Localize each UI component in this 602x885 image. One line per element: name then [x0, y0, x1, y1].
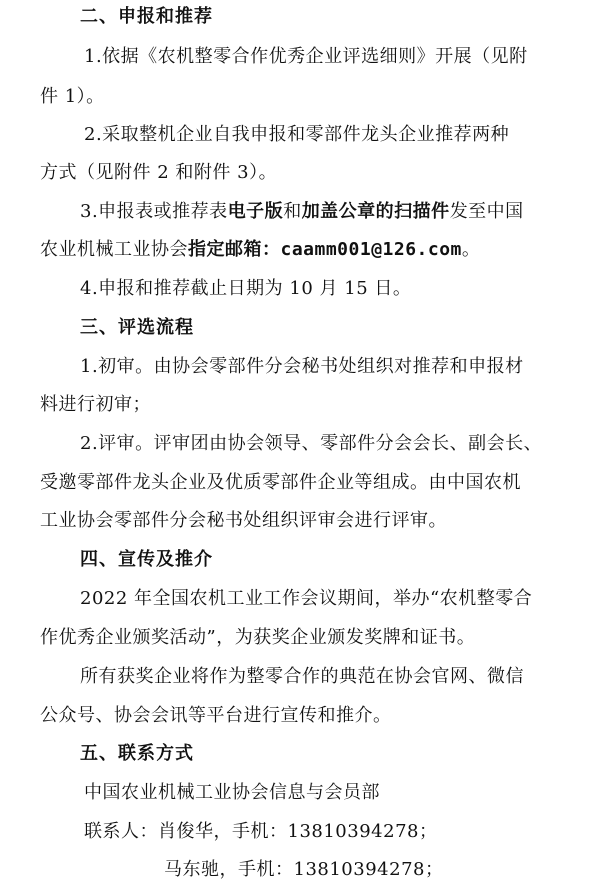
text-run: 3.申报表或推荐表 [80, 201, 228, 222]
contact-line: 联系人：肖俊华，手机：13810394278； [84, 821, 438, 842]
emphasis-text: 指定邮箱： [188, 239, 281, 260]
emphasis-text: 电子版 [227, 201, 284, 222]
organization-name: 中国农业机械工业协会信息与会员部 [84, 782, 380, 803]
contact-line: 马东驰，手机：13810394278； [164, 859, 444, 880]
section-heading-contact: 五、联系方式 [80, 743, 194, 764]
paragraph-line: 2022 年全国农机工业工作会议期间，举办“农机整零合 [80, 588, 533, 609]
paragraph-line: 公众号、协会会讯等平台进行宣传和推介。 [40, 705, 392, 726]
text-run: 和 [283, 201, 302, 222]
text-run: 农业机械工业协会 [40, 239, 188, 260]
paragraph-line: 4.申报和推荐截止日期为 10 月 15 日。 [80, 278, 412, 299]
paragraph-line [80, 199, 524, 225]
paragraph-line: 1.初审。由协会零部件分会秘书处组织对推荐和申报材 [80, 356, 524, 377]
text-run: 发至中国 [449, 201, 524, 222]
paragraph-line: 2.评审。评审团由协会领导、零部件分会会长、副会长、 [80, 433, 543, 454]
section-heading-promotion: 四、宣传及推介 [80, 549, 213, 570]
paragraph-line: 所有获奖企业将作为整零合作的典范在协会官网、微信 [80, 666, 524, 687]
section-heading-application: 二、申报和推荐 [80, 6, 213, 27]
paragraph-line: 工业协会零部件分会秘书处组织评审会进行评审。 [40, 510, 447, 531]
text-run: 。 [461, 239, 481, 260]
paragraph-line [40, 237, 480, 263]
paragraph-line: 件 1）。 [40, 86, 105, 107]
emphasis-text: 加盖公章的扫描件 [301, 201, 450, 222]
paragraph-line: 2.采取整机企业自我申报和零部件龙头企业推荐两种 [84, 124, 510, 145]
paragraph-line: 受邀零部件龙头企业及优质零部件企业等组成。由中国农机 [40, 472, 521, 493]
section-heading-process: 三、评选流程 [80, 317, 194, 338]
paragraph-line: 1.依据《农机整零合作优秀企业评选细则》开展（见附 [84, 46, 528, 67]
paragraph-line: 料进行初审； [40, 394, 151, 415]
paragraph-line: 作优秀企业颁奖活动”，为获奖企业颁发奖牌和证书。 [40, 627, 476, 648]
paragraph-line: 方式（见附件 2 和附件 3）。 [40, 162, 278, 183]
email-address: caamm001@126.com [280, 239, 462, 260]
